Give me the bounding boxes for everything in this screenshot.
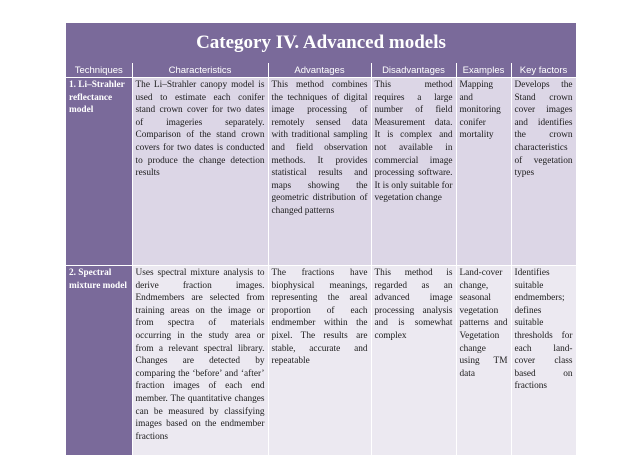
header-examples: Examples	[456, 63, 511, 78]
header-advantages: Advantages	[268, 63, 371, 78]
disadvantages-cell: This method is regarded as an advanced image processing analysis and is somewhat complex	[371, 266, 456, 456]
characteristics-cell: Uses spectral mixture analysis to derive fraction images. Endmembers are selected from training areas on the image or from spectra of materials occurring in the study area or from a relevant spectral library. Changes are detected by comparing the ‘before’ and ‘after’ fraction images of each end member. The quantitative changes can be measured by classifying images based on the endmember fractions	[132, 266, 268, 456]
advantages-cell: The fractions have biophysical meanings, representing the areal proportion of each endmember within the pixel. The results are stable, accurate and repeatable	[268, 266, 371, 456]
technique-cell: 2. Spectral mixture model	[66, 266, 132, 456]
examples-cell: Mapping and monitoring conifer mortality	[456, 78, 511, 266]
key-factors-cell: Identifies suitable endmembers; defines suitable thresholds for each land-cover class based on fractions	[511, 266, 576, 456]
disadvantages-cell: This method requires a large number of field Measurement data. It is complex and not available in commercial image processing software. It is only suitable for vegetation change	[371, 78, 456, 266]
table-row	[66, 266, 576, 456]
advantages-cell: This method combines the techniques of digital image processing of remotely sensed data with traditional sampling and field observation methods. It provides statistical results and maps showing the geometric distribution of changed patterns	[268, 78, 371, 266]
header-key-factors: Key factors	[511, 63, 576, 78]
table-row	[66, 78, 576, 266]
slide	[66, 23, 576, 443]
advanced-models-table	[66, 63, 577, 456]
header-disadvantages: Disadvantages	[371, 63, 456, 78]
table-header-row	[66, 63, 576, 78]
header-techniques: Techniques	[66, 63, 132, 78]
examples-cell: Land-cover change, seasonal vegetation patterns and Vegetation change using TM data	[456, 266, 511, 456]
characteristics-cell: The Li–Strahler canopy model is used to estimate each conifer stand crown cover for two dates of imageries separately. Comparison of the stand crown covers for two dates is conducted to produce the change detection results	[132, 78, 268, 266]
technique-cell: 1. Li–Strahler reflectance model	[66, 78, 132, 266]
key-factors-cell: Develops the Stand crown cover images and identifies the crown characteristics of vegetation types	[511, 78, 576, 266]
slide-title: Category IV. Advanced models	[66, 23, 576, 63]
header-characteristics: Characteristics	[132, 63, 268, 78]
